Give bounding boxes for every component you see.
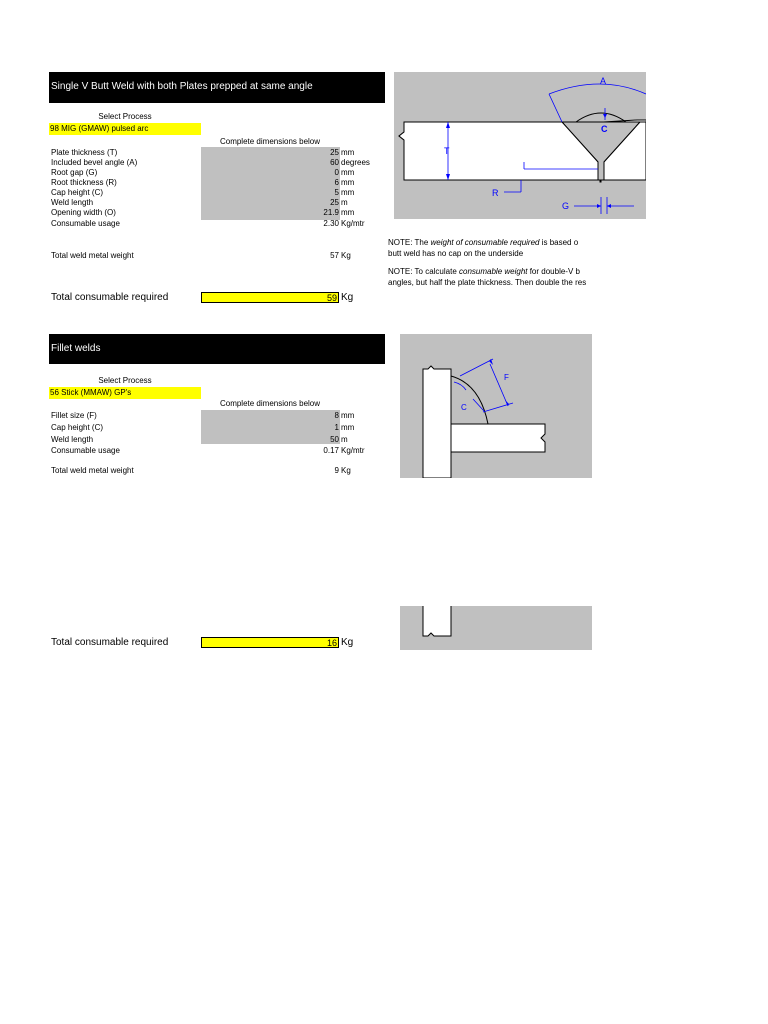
- fillet-cap-height-input[interactable]: 1: [334, 423, 339, 432]
- note-1-emphasis: weight of consumable required: [430, 238, 540, 247]
- fillet-dims-label: Complete dimensions below: [219, 399, 321, 408]
- row-unit: m: [341, 435, 348, 444]
- note-1-prefix: NOTE: The: [388, 238, 431, 247]
- diagram-label-c: C: [601, 124, 608, 134]
- row-unit: mm: [341, 411, 355, 420]
- row-label: Root thickness (R): [51, 178, 117, 187]
- note-1-line2: butt weld has no cap on the underside: [388, 249, 524, 258]
- note-1: [388, 237, 646, 259]
- fillet-weld-header: Fillet welds: [49, 334, 385, 364]
- butt-total-label: Total consumable required: [51, 292, 169, 303]
- fillet-total-value: 16: [201, 637, 339, 648]
- row-label: Consumable usage: [51, 446, 120, 455]
- fillet-weld-diagram: [400, 334, 592, 478]
- row-unit: mm: [341, 188, 355, 197]
- row-label: Consumable usage: [51, 219, 120, 228]
- weld-weight-unit: Kg: [341, 251, 351, 260]
- note-2-suffix: for double-V b: [527, 267, 580, 276]
- row-unit: Kg/mtr: [341, 219, 365, 228]
- diagram-label-r: R: [492, 188, 499, 198]
- fillet-select-process-label: Select Process: [98, 376, 152, 385]
- butt-total-value: 59: [201, 292, 339, 303]
- row-unit: mm: [341, 208, 355, 217]
- row-unit: degrees: [341, 158, 370, 167]
- row-unit: mm: [341, 148, 355, 157]
- row-label: Opening width (O): [51, 208, 116, 217]
- butt-dims-label: Complete dimensions below: [219, 137, 321, 146]
- row-label: Fillet size (F): [51, 411, 97, 420]
- butt-weld-diagram: [394, 72, 646, 219]
- row-label: Cap height (C): [51, 188, 104, 197]
- weld-weight-value: 57: [330, 251, 339, 260]
- row-label: Plate thickness (T): [51, 148, 118, 157]
- opening-width-value: 21.9: [323, 208, 339, 217]
- fillet-size-input[interactable]: 8: [334, 411, 339, 420]
- row-label: Weld length: [51, 435, 94, 444]
- fillet-weld-weight-label: Total weld metal weight: [51, 466, 134, 475]
- butt-select-process-label: Select Process: [98, 112, 152, 121]
- fillet-diagram-label-c: C: [461, 403, 467, 412]
- note-2-prefix: NOTE: To calculate: [388, 267, 459, 276]
- row-unit: mm: [341, 168, 355, 177]
- fillet-consumable-usage-value: 0.17: [323, 446, 339, 455]
- fillet-total-unit: Kg: [341, 637, 354, 648]
- row-unit: mm: [341, 423, 355, 432]
- butt-weld-header: Single V Butt Weld with both Plates prepped at same angle: [49, 72, 385, 103]
- fillet-weld-length-input[interactable]: 50: [330, 435, 339, 444]
- fillet-weld-weight-value: 9: [334, 466, 339, 475]
- diagram-label-a: A: [600, 76, 607, 86]
- weld-length-input[interactable]: 25: [330, 198, 339, 207]
- row-unit: m: [341, 198, 348, 207]
- cap-height-input[interactable]: 5: [334, 188, 339, 197]
- note-2-line2: angles, but half the plate thickness. Then double the res: [388, 278, 587, 287]
- fillet-weld-weight-unit: Kg: [341, 466, 351, 475]
- note-1-suffix: is based o: [539, 238, 579, 247]
- bevel-angle-input[interactable]: 60: [330, 158, 339, 167]
- butt-total-unit: Kg: [341, 292, 354, 303]
- row-unit: Kg/mtr: [341, 446, 365, 455]
- root-thickness-input[interactable]: 6: [334, 178, 339, 187]
- consumable-usage-value: 2.30: [323, 219, 339, 228]
- row-label: Included bevel angle (A): [51, 158, 138, 167]
- diagram-label-t: T: [444, 146, 450, 156]
- weld-weight-label: Total weld metal weight: [51, 251, 134, 260]
- row-label: Cap height (C): [51, 423, 104, 432]
- row-unit: mm: [341, 178, 355, 187]
- note-2-emphasis: consumable weight: [459, 267, 528, 276]
- fillet-process-select[interactable]: 56 Stick (MMAW) GP's: [49, 387, 201, 399]
- row-label: Weld length: [51, 198, 94, 207]
- note-2: [388, 266, 646, 288]
- row-label: Root gap (G): [51, 168, 98, 177]
- root-gap-input[interactable]: 0: [334, 168, 339, 177]
- diagram-label-g: G: [562, 201, 570, 211]
- fillet-diagram-label-f: F: [504, 373, 509, 382]
- butt-process-select[interactable]: 98 MIG (GMAW) pulsed arc: [49, 123, 201, 135]
- fillet-total-label: Total consumable required: [51, 637, 169, 648]
- fillet-diagram-fragment: [400, 606, 592, 650]
- plate-thickness-input[interactable]: 25: [330, 148, 339, 157]
